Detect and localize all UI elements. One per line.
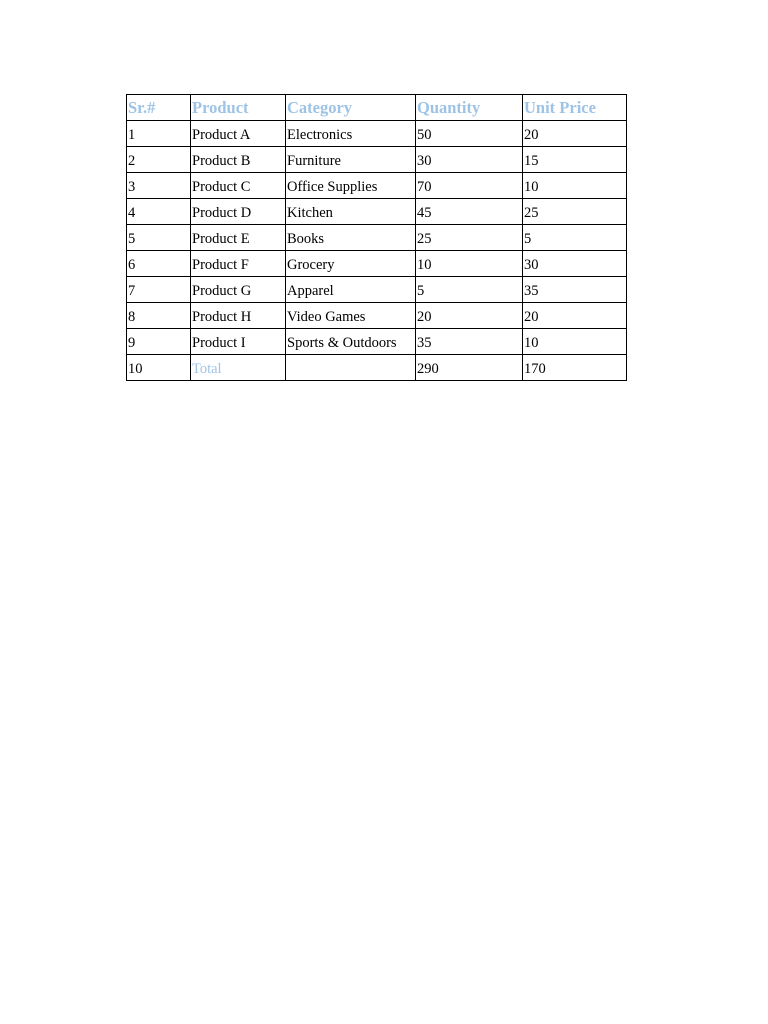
total-label[interactable]: Total xyxy=(191,355,286,381)
total-row xyxy=(127,355,627,381)
cell-product[interactable]: Product B xyxy=(191,147,286,173)
cell-product[interactable]: Product D xyxy=(191,199,286,225)
table-row xyxy=(127,251,627,277)
total-quantity[interactable]: 290 xyxy=(416,355,523,381)
cell-category[interactable]: Electronics xyxy=(286,121,416,147)
table-row xyxy=(127,147,627,173)
cell-category[interactable]: Grocery xyxy=(286,251,416,277)
header-row xyxy=(127,95,627,121)
cell-sr[interactable]: 2 xyxy=(127,147,191,173)
cell-product[interactable]: Product A xyxy=(191,121,286,147)
cell-quantity[interactable]: 25 xyxy=(416,225,523,251)
table-row xyxy=(127,277,627,303)
cell-sr[interactable]: 4 xyxy=(127,199,191,225)
table-row xyxy=(127,303,627,329)
cell-product[interactable]: Product H xyxy=(191,303,286,329)
table-row xyxy=(127,225,627,251)
cell-category[interactable]: Sports & Outdoors xyxy=(286,329,416,355)
cell-unit-price[interactable]: 20 xyxy=(523,121,627,147)
cell-unit-price[interactable]: 25 xyxy=(523,199,627,225)
header-product[interactable]: Product xyxy=(191,95,286,121)
cell-category[interactable] xyxy=(286,355,416,381)
cell-unit-price[interactable]: 35 xyxy=(523,277,627,303)
total-unit-price[interactable]: 170 xyxy=(523,355,627,381)
cell-category[interactable]: Video Games xyxy=(286,303,416,329)
cell-category[interactable]: Furniture xyxy=(286,147,416,173)
cell-sr[interactable]: 6 xyxy=(127,251,191,277)
cell-product[interactable]: Product G xyxy=(191,277,286,303)
cell-product[interactable]: Product C xyxy=(191,173,286,199)
cell-quantity[interactable]: 45 xyxy=(416,199,523,225)
cell-unit-price[interactable]: 5 xyxy=(523,225,627,251)
cell-sr[interactable]: 1 xyxy=(127,121,191,147)
cell-quantity[interactable]: 50 xyxy=(416,121,523,147)
cell-category[interactable]: Apparel xyxy=(286,277,416,303)
table-row xyxy=(127,329,627,355)
cell-unit-price[interactable]: 20 xyxy=(523,303,627,329)
cell-quantity[interactable]: 10 xyxy=(416,251,523,277)
cell-product[interactable]: Product E xyxy=(191,225,286,251)
cell-sr[interactable]: 5 xyxy=(127,225,191,251)
table-row xyxy=(127,199,627,225)
cell-sr[interactable]: 7 xyxy=(127,277,191,303)
header-category[interactable]: Category xyxy=(286,95,416,121)
cell-product[interactable]: Product F xyxy=(191,251,286,277)
cell-quantity[interactable]: 35 xyxy=(416,329,523,355)
header-quantity[interactable]: Quantity xyxy=(416,95,523,121)
cell-unit-price[interactable]: 30 xyxy=(523,251,627,277)
cell-sr[interactable]: 10 xyxy=(127,355,191,381)
header-sr[interactable]: Sr.# xyxy=(127,95,191,121)
cell-unit-price[interactable]: 10 xyxy=(523,329,627,355)
cell-unit-price[interactable]: 10 xyxy=(523,173,627,199)
cell-sr[interactable]: 9 xyxy=(127,329,191,355)
cell-product[interactable]: Product I xyxy=(191,329,286,355)
cell-category[interactable]: Kitchen xyxy=(286,199,416,225)
header-unit-price[interactable]: Unit Price xyxy=(523,95,627,121)
table-row xyxy=(127,121,627,147)
cell-unit-price[interactable]: 15 xyxy=(523,147,627,173)
cell-quantity[interactable]: 5 xyxy=(416,277,523,303)
cell-quantity[interactable]: 20 xyxy=(416,303,523,329)
table-row xyxy=(127,173,627,199)
cell-quantity[interactable]: 70 xyxy=(416,173,523,199)
cell-quantity[interactable]: 30 xyxy=(416,147,523,173)
cell-category[interactable]: Books xyxy=(286,225,416,251)
spreadsheet-page xyxy=(126,94,627,381)
cell-sr[interactable]: 3 xyxy=(127,173,191,199)
cell-sr[interactable]: 8 xyxy=(127,303,191,329)
cell-category[interactable]: Office Supplies xyxy=(286,173,416,199)
product-table xyxy=(126,94,627,381)
